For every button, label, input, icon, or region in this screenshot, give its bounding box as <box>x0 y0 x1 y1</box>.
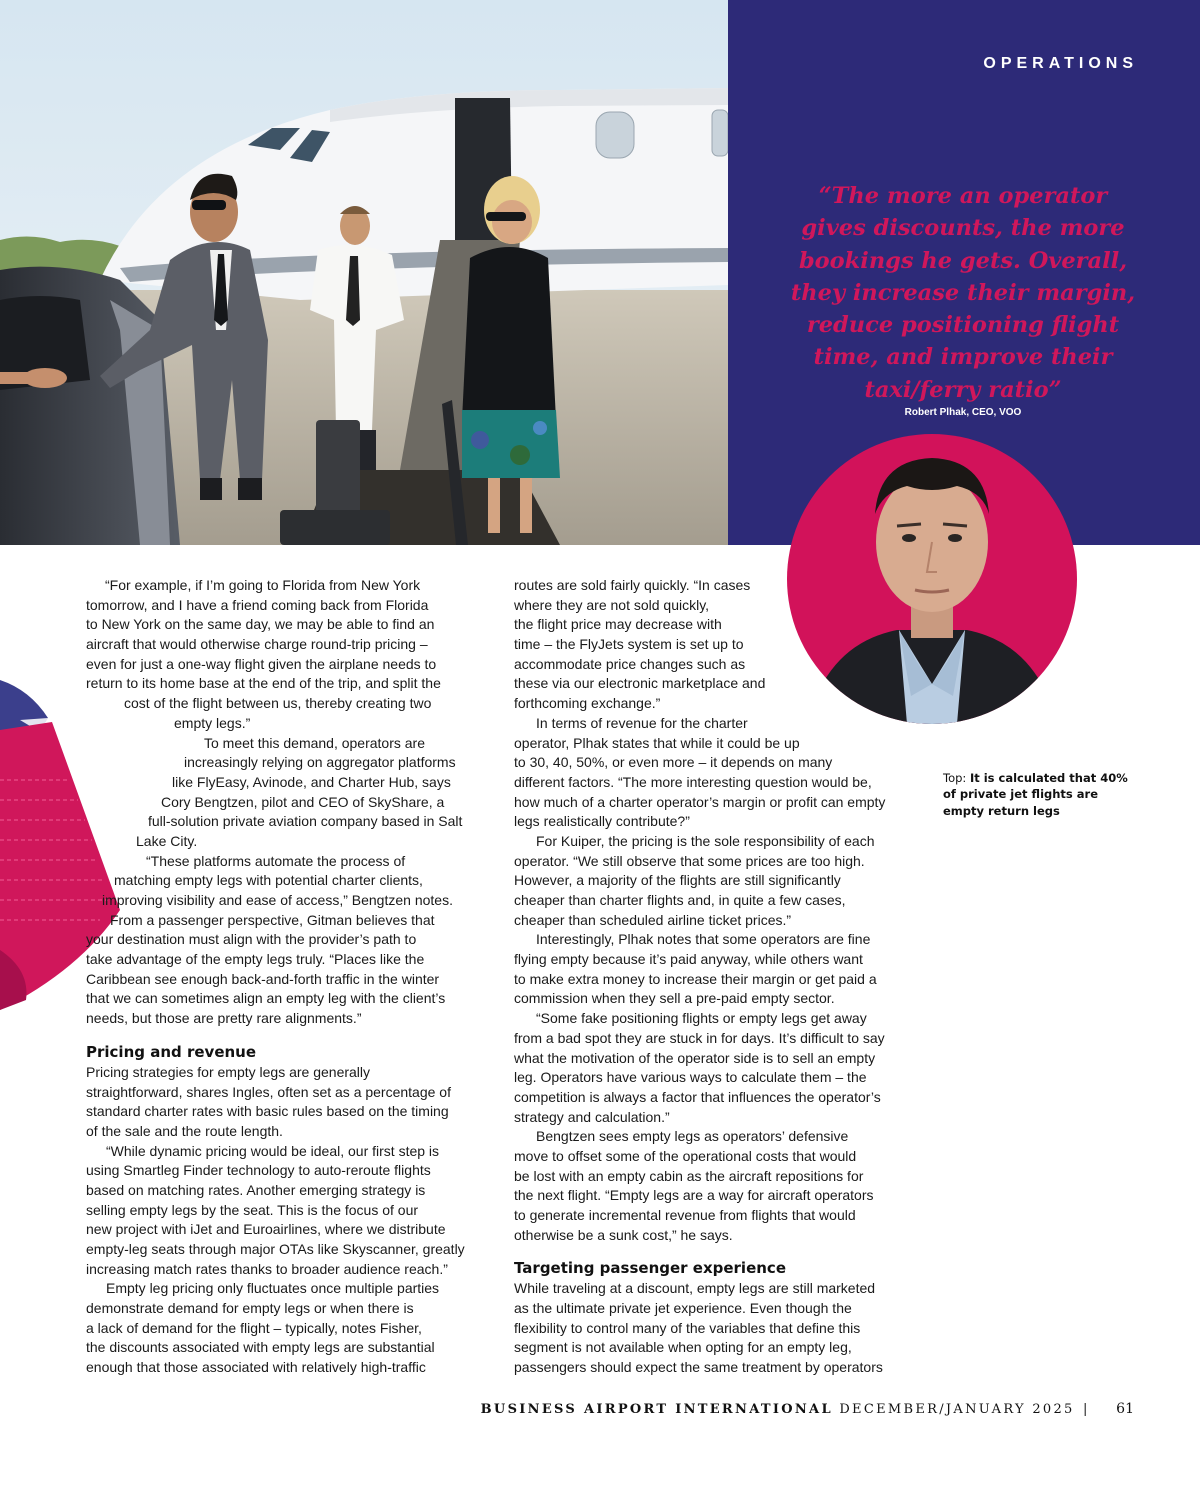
body-text-line: cheaper than scheduled airline ticket prices.” <box>514 911 792 928</box>
caption-text: It is calculated that 40% of private jet flights are empty return legs <box>943 771 1128 818</box>
body-text-line: Empty leg pricing only fluctuates once multiple parties <box>106 1280 440 1297</box>
body-text-line: where they are not sold quickly, <box>514 596 710 613</box>
body-text-line: empty legs.” <box>174 714 251 731</box>
pull-quote-line: bookings he gets. Overall, <box>798 247 1128 274</box>
body-text-line: even for just a one-way flight given the airplane needs to <box>86 655 437 672</box>
portrait-photo <box>787 434 1077 724</box>
body-text-line: a lack of demand for the flight – typically, notes Fisher, <box>86 1319 422 1336</box>
body-text-line: take advantage of the empty legs truly. “Places like the <box>86 951 425 968</box>
body-text-line: like FlyEasy, Avinode, and Charter Hub, says <box>172 773 451 790</box>
body-text-line: that we can sometimes align an empty leg with the client’s <box>86 990 446 1007</box>
section-label: OPERATIONS <box>983 55 1138 72</box>
pull-quote-line: taxi/ferry ratio” <box>864 376 1062 403</box>
body-text-line: full-solution private aviation company based in Salt <box>148 813 463 830</box>
body-text-line: cost of the flight between us, thereby creating two <box>124 695 432 712</box>
body-text-line: the flight price may decrease with <box>514 616 722 633</box>
pull-quote-line: reduce positioning flight <box>806 312 1120 339</box>
body-text-line: Lake City. <box>136 832 198 849</box>
body-text-line: Bengtzen sees empty legs as operators’ defensive <box>536 1128 849 1145</box>
body-text-line: operator. “We still observe that some prices are too high. <box>514 852 865 869</box>
body-text-line: be lost with an empty cabin as the aircraft repositions for <box>514 1167 864 1184</box>
body-text-line: otherwise be a sunk cost,” he says. <box>514 1226 733 1243</box>
body-text-line: “For example, if I’m going to Florida from New York <box>105 577 421 593</box>
body-text-line: to make extra money to increase their margin or get paid a <box>514 970 877 987</box>
body-text-line: what the motivation of the operator side is to sell an empty <box>514 1049 876 1066</box>
body-text-line: your destination must align with the provider’s path to <box>86 931 417 948</box>
body-text-line: Cory Bengtzen, pilot and CEO of SkyShare, a <box>161 793 445 810</box>
body-text-line: From a passenger perspective, Gitman believes that <box>110 911 435 928</box>
body-text-line: move to offset some of the operational costs that would <box>514 1147 857 1164</box>
pull-quote-line: gives discounts, the more <box>801 215 1125 242</box>
pull-quote <box>768 180 1158 406</box>
body-text-line: enough that those associated with relatively high-traffic <box>86 1359 426 1376</box>
body-text-line: the discounts associated with empty legs are substantial <box>86 1339 435 1356</box>
body-text-line: selling empty legs by the seat. This is the focus of our <box>86 1201 419 1218</box>
body-text-line: needs, but those are pretty rare alignments.” <box>86 1010 362 1027</box>
body-text-line: matching empty legs with potential charter clients, <box>114 872 423 889</box>
body-text-line: empty-leg seats through major OTAs like Skyscanner, greatly <box>86 1241 465 1257</box>
body-text-line: commission when they sell a pre-paid empty sector. <box>514 990 835 1007</box>
body-text-line: based on matching rates. Another emerging strategy is <box>86 1181 426 1198</box>
body-text-line: leg. Operators have various ways to calculate them – the <box>514 1069 867 1086</box>
body-text-line: “Some fake positioning flights or empty legs get away <box>536 1010 867 1027</box>
footer-separator: | <box>1083 1402 1090 1417</box>
header-photo <box>0 0 728 545</box>
body-text-line: standard charter rates with basic rules based on the timing <box>86 1103 449 1120</box>
caption-prefix: Top: <box>943 771 970 785</box>
body-text-line: from a bad spot they are stuck in for days. It’s difficult to say <box>514 1029 885 1046</box>
body-text-line: new project with iJet and Euroairlines, where we distribute <box>86 1221 446 1238</box>
body-text-line: For Kuiper, the pricing is the sole responsibility of each <box>536 832 875 849</box>
body-text-line: these via our electronic marketplace and <box>514 675 766 692</box>
body-text-line: time – the FlyJets system is set up to <box>514 636 744 653</box>
body-text-line: passengers should expect the same treatment by operators <box>514 1359 883 1376</box>
section-heading: Targeting passenger experience <box>514 1259 786 1278</box>
body-text-line: However, a majority of the flights are still significantly <box>514 872 841 889</box>
body-text-line: return to its home base at the end of the trip, and split the <box>86 675 441 692</box>
section-heading: Pricing and revenue <box>86 1042 257 1061</box>
body-text-line: strategy and calculation.” <box>514 1108 670 1125</box>
pull-quote-line: they increase their margin, <box>790 279 1136 306</box>
pull-quote-line: time, and improve their <box>813 344 1113 371</box>
body-text-line: demonstrate demand for empty legs or when there is <box>86 1300 414 1317</box>
quote-attribution: Robert Plhak, CEO, VOO <box>904 407 1022 418</box>
body-text-line: increasingly relying on aggregator platforms <box>184 754 456 771</box>
body-text-line: tomorrow, and I have a friend coming back from Florida <box>86 596 429 613</box>
pull-quote-line: “The more an operator <box>818 183 1108 209</box>
body-text-line: flexibility to control many of the variables that define this <box>514 1319 861 1336</box>
body-text-line: increasing match rates thanks to broader audience reach.” <box>86 1260 448 1277</box>
body-text-line: In terms of revenue for the charter <box>536 714 748 731</box>
page-footer <box>481 1401 1134 1417</box>
photo-caption <box>943 770 1143 819</box>
body-text-line: routes are sold fairly quickly. “In cases <box>514 577 751 593</box>
body-text-line: “These platforms automate the process of <box>146 852 406 869</box>
body-text-line: to 30, 40, 50%, or even more – it depends on many <box>514 754 833 771</box>
body-text-line: as the ultimate private jet experience. Even though the <box>514 1300 852 1317</box>
body-text-line: To meet this demand, operators are <box>204 734 426 751</box>
body-text-line: flying empty because it’s paid anyway, while others want <box>514 951 863 968</box>
body-text-line: Caribbean see enough back-and-forth traffic in the winter <box>86 970 440 987</box>
body-text-line: straightforward, shares Ingles, often set as a percentage of <box>86 1083 451 1100</box>
body-text-line: forthcoming exchange.” <box>514 695 661 712</box>
body-text-line: of the sale and the route length. <box>86 1122 283 1139</box>
page-number: 61 <box>1116 1401 1134 1417</box>
body-text-line: legs realistically contribute?” <box>514 813 690 830</box>
body-text-line: segment is not available when opting for an empty leg, <box>514 1339 852 1356</box>
body-text-line: “While dynamic pricing would be ideal, our first step is <box>106 1142 440 1159</box>
body-text-line: improving visibility and ease of access,” Bengtzen notes. <box>102 892 453 908</box>
publication-name: BUSINESS AIRPORT INTERNATIONAL <box>480 1402 833 1417</box>
body-text-line: While traveling at a discount, empty legs are still marketed <box>514 1280 876 1297</box>
issue-date: DECEMBER/JANUARY 2025 <box>839 1402 1075 1417</box>
article-column-left <box>0 576 500 1378</box>
body-text-line: to generate incremental revenue from flights that would <box>514 1207 856 1223</box>
body-text-line: how much of a charter operator’s margin or profit can empty <box>514 793 886 810</box>
body-text-line: to New York on the same day, we may be able to find an <box>86 616 435 633</box>
body-text-line: cheaper than charter flights and, in quite a few cases, <box>514 892 846 908</box>
body-text-line: using Smartleg Finder technology to auto-reroute flights <box>86 1162 431 1179</box>
paragraph-spacer <box>0 1029 500 1041</box>
paragraph-spacer <box>514 1245 934 1257</box>
body-text-line: Interestingly, Plhak notes that some operators are fine <box>536 931 871 948</box>
body-text-line: the next flight. “Empty legs are a way for aircraft operators <box>514 1187 874 1204</box>
body-text-line: different factors. “The more interesting question would be, <box>514 773 872 790</box>
body-text-line: competition is always a factor that influences the operator’s <box>514 1088 881 1105</box>
body-text-line: accommodate price changes such as <box>514 655 746 672</box>
body-text-line: aircraft that would otherwise charge round-trip pricing – <box>86 636 428 653</box>
body-text-line: Pricing strategies for empty legs are generally <box>86 1063 371 1080</box>
body-text-line: operator, Plhak states that while it could be up <box>514 734 800 751</box>
